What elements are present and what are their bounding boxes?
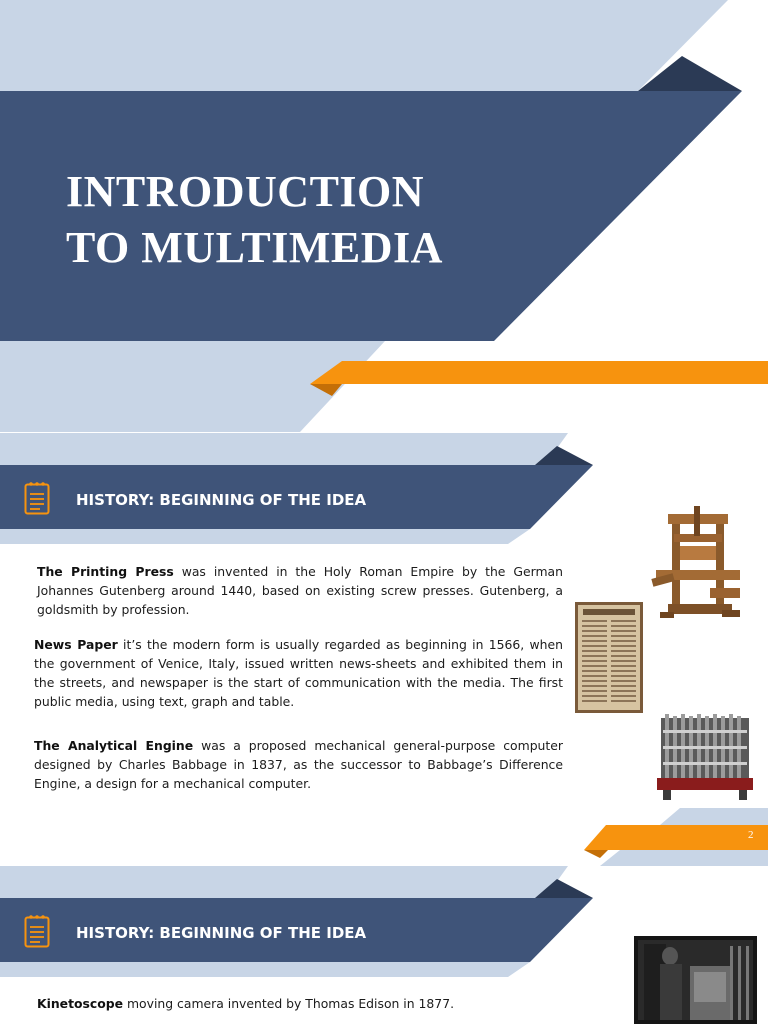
newspaper-image — [575, 602, 643, 713]
paragraph-news-paper — [34, 635, 563, 711]
page-number: 2 — [748, 829, 754, 841]
section-heading: HISTORY: BEGINNING OF THE IDEA — [76, 924, 367, 942]
paragraph-kinetoscope — [37, 994, 557, 1013]
paragraph-text: it’s the modern form is usually regarded as beginning in 1566, when the government of Venice, Italy, issued written news-sheets and exhibited them in the streets, and newspaper is the start of communication with the media. The first public media, using text, graph and table. — [34, 637, 564, 709]
notepad-icon — [24, 914, 50, 948]
section-heading: HISTORY: BEGINNING OF THE IDEA — [76, 491, 367, 509]
kinetoscope-image — [634, 936, 757, 1024]
term-printing-press: The Printing Press — [37, 564, 174, 579]
term-kinetoscope: Kinetoscope — [37, 996, 124, 1011]
paragraph-analytical-engine — [34, 736, 563, 793]
notepad-icon — [24, 481, 50, 515]
title-line-1: INTRODUCTION — [66, 167, 425, 216]
paragraph-printing-press — [37, 562, 563, 619]
term-news-paper: News Paper — [34, 637, 118, 652]
printing-press-image — [650, 506, 745, 620]
term-analytical-engine: The Analytical Engine — [34, 738, 194, 753]
paragraph-text: was invented in the Holy Roman Empire by the German Johannes Gutenberg around 1440, based on existing screw presses. Gutenberg, a goldsmith by profession. — [37, 564, 563, 617]
analytical-engine-image — [657, 712, 755, 800]
slide-title — [66, 164, 443, 276]
paragraph-text: moving camera invented by Thomas Edison in 1877. — [123, 996, 455, 1011]
title-line-2: TO MULTIMEDIA — [66, 223, 443, 272]
paragraph-text: was a proposed mechanical general-purpose computer designed by Charles Babbage in 1837, as the successor to Babbage’s Difference Engine, a design for a mechanical computer. — [34, 738, 563, 791]
